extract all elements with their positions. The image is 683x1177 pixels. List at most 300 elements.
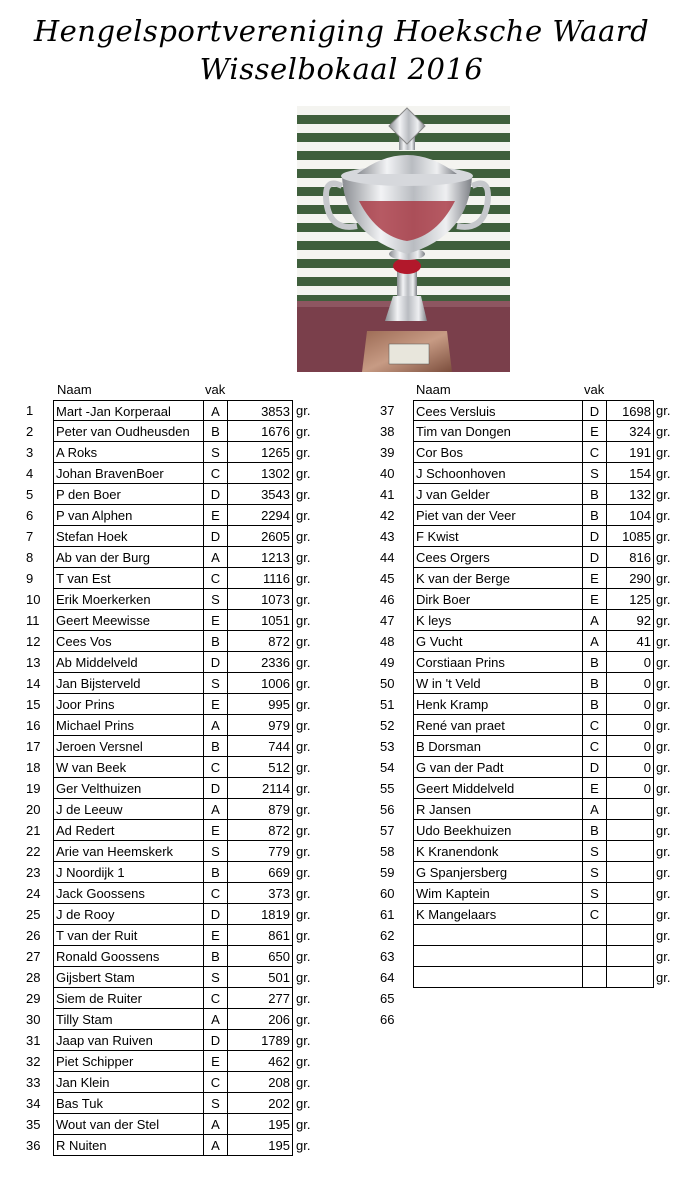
section-letter: C xyxy=(203,883,228,904)
unit-label: gr. xyxy=(296,1096,311,1111)
row-number: 17 xyxy=(26,739,41,754)
weight-value: 979 xyxy=(227,715,293,736)
participant-name: W van Beek xyxy=(53,757,204,778)
unit-label: gr. xyxy=(296,991,311,1006)
row-number: 49 xyxy=(380,655,395,670)
row-number: 7 xyxy=(26,529,34,544)
unit-label: gr. xyxy=(656,718,671,733)
section-letter: B xyxy=(203,736,228,757)
row-number: 30 xyxy=(26,1012,41,1027)
participant-name: Piet Schipper xyxy=(53,1051,204,1072)
participant-name: Tilly Stam xyxy=(53,1009,204,1030)
weight-value: 744 xyxy=(227,736,293,757)
row-number: 23 xyxy=(26,865,41,880)
weight-value: 208 xyxy=(227,1072,293,1093)
section-letter: A xyxy=(582,631,607,652)
participant-name: T van Est xyxy=(53,568,204,589)
weight-value: 2336 xyxy=(227,652,293,673)
unit-label: gr. xyxy=(656,529,671,544)
unit-label: gr. xyxy=(296,928,311,943)
row-number: 52 xyxy=(380,718,395,733)
weight-value xyxy=(606,904,654,925)
row-number: 47 xyxy=(380,613,395,628)
section-letter: E xyxy=(203,925,228,946)
row-number: 3 xyxy=(26,445,34,460)
section-letter: B xyxy=(203,946,228,967)
section-letter: B xyxy=(582,820,607,841)
section-letter: A xyxy=(582,610,607,631)
participant-name: Geert Meewisse xyxy=(53,610,204,631)
row-number: 10 xyxy=(26,592,41,607)
weight-value: 1085 xyxy=(606,526,654,547)
unit-label: gr. xyxy=(296,760,311,775)
weight-value: 92 xyxy=(606,610,654,631)
section-letter: D xyxy=(582,400,607,421)
unit-label: gr. xyxy=(656,676,671,691)
weight-value: 1073 xyxy=(227,589,293,610)
weight-value: 290 xyxy=(606,568,654,589)
weight-value: 3543 xyxy=(227,484,293,505)
row-number: 26 xyxy=(26,928,41,943)
row-number: 39 xyxy=(380,445,395,460)
section-letter: E xyxy=(582,568,607,589)
section-letter: C xyxy=(203,568,228,589)
participant-name: Henk Kramp xyxy=(413,694,583,715)
weight-value: 861 xyxy=(227,925,293,946)
participant-name: Siem de Ruiter xyxy=(53,988,204,1009)
section-letter: B xyxy=(582,673,607,694)
unit-label: gr. xyxy=(296,487,311,502)
participant-name: Cor Bos xyxy=(413,442,583,463)
unit-label: gr. xyxy=(656,424,671,439)
row-number: 58 xyxy=(380,844,395,859)
row-number: 35 xyxy=(26,1117,41,1132)
participant-name: F Kwist xyxy=(413,526,583,547)
weight-value: 779 xyxy=(227,841,293,862)
section-letter: E xyxy=(203,820,228,841)
weight-value: 125 xyxy=(606,589,654,610)
row-number: 31 xyxy=(26,1033,41,1048)
weight-value: 462 xyxy=(227,1051,293,1072)
section-letter: B xyxy=(582,652,607,673)
unit-label: gr. xyxy=(296,1054,311,1069)
weight-value: 202 xyxy=(227,1093,293,1114)
section-letter xyxy=(582,967,607,988)
section-letter: B xyxy=(582,484,607,505)
participant-name: René van praet xyxy=(413,715,583,736)
section-letter xyxy=(582,925,607,946)
participant-name: K leys xyxy=(413,610,583,631)
participant-name: K Kranendonk xyxy=(413,841,583,862)
weight-value: 669 xyxy=(227,862,293,883)
section-letter: E xyxy=(203,610,228,631)
weight-value: 277 xyxy=(227,988,293,1009)
participant-name: Mart -Jan Korperaal xyxy=(53,400,204,421)
weight-value: 872 xyxy=(227,820,293,841)
section-letter: C xyxy=(582,904,607,925)
unit-label: gr. xyxy=(296,739,311,754)
section-letter: E xyxy=(582,589,607,610)
weight-value: 104 xyxy=(606,505,654,526)
participant-name: Ab van der Burg xyxy=(53,547,204,568)
section-letter: D xyxy=(203,778,228,799)
row-number: 27 xyxy=(26,949,41,964)
weight-value: 2114 xyxy=(227,778,293,799)
participant-name: Joor Prins xyxy=(53,694,204,715)
weight-value: 995 xyxy=(227,694,293,715)
unit-label: gr. xyxy=(656,697,671,712)
row-number: 34 xyxy=(26,1096,41,1111)
participant-name: Jeroen Versnel xyxy=(53,736,204,757)
row-number: 6 xyxy=(26,508,34,523)
section-letter: D xyxy=(203,484,228,505)
unit-label: gr. xyxy=(656,571,671,586)
row-number: 11 xyxy=(26,613,40,628)
unit-label: gr. xyxy=(296,508,311,523)
unit-label: gr. xyxy=(656,844,671,859)
weight-value: 1213 xyxy=(227,547,293,568)
weight-value: 512 xyxy=(227,757,293,778)
participant-name xyxy=(413,925,583,946)
participant-name: Jaap van Ruiven xyxy=(53,1030,204,1051)
participant-name: Dirk Boer xyxy=(413,589,583,610)
unit-label: gr. xyxy=(656,781,671,796)
participant-name: Cees Vos xyxy=(53,631,204,652)
unit-label: gr. xyxy=(296,529,311,544)
unit-label: gr. xyxy=(296,676,311,691)
section-letter: D xyxy=(203,1030,228,1051)
participant-name: J de Leeuw xyxy=(53,799,204,820)
section-letter: S xyxy=(582,883,607,904)
weight-value: 816 xyxy=(606,547,654,568)
section-letter: B xyxy=(203,421,228,442)
section-letter: A xyxy=(203,1009,228,1030)
row-number: 13 xyxy=(26,655,41,670)
unit-label: gr. xyxy=(296,571,311,586)
participant-name: P den Boer xyxy=(53,484,204,505)
row-number: 16 xyxy=(26,718,41,733)
row-number: 21 xyxy=(26,823,41,838)
row-number: 46 xyxy=(380,592,395,607)
row-number: 1 xyxy=(26,403,34,418)
unit-label: gr. xyxy=(296,1117,311,1132)
unit-label: gr. xyxy=(296,613,311,628)
participant-name: Ab Middelveld xyxy=(53,652,204,673)
row-number: 2 xyxy=(26,424,34,439)
weight-value: 373 xyxy=(227,883,293,904)
unit-label: gr. xyxy=(656,760,671,775)
weight-value xyxy=(606,883,654,904)
section-letter: A xyxy=(203,400,228,421)
row-number: 43 xyxy=(380,529,395,544)
participant-name: W in 't Veld xyxy=(413,673,583,694)
weight-value: 154 xyxy=(606,463,654,484)
participant-name: Jack Goossens xyxy=(53,883,204,904)
unit-label: gr. xyxy=(656,886,671,901)
weight-value: 1051 xyxy=(227,610,293,631)
row-number: 14 xyxy=(26,676,41,691)
participant-name: Bas Tuk xyxy=(53,1093,204,1114)
row-number: 25 xyxy=(26,907,41,922)
participant-name: J van Gelder xyxy=(413,484,583,505)
row-number: 55 xyxy=(380,781,395,796)
row-number: 4 xyxy=(26,466,34,481)
unit-label: gr. xyxy=(296,718,311,733)
weight-value: 1789 xyxy=(227,1030,293,1051)
unit-label: gr. xyxy=(656,949,671,964)
row-number: 29 xyxy=(26,991,41,1006)
weight-value xyxy=(606,820,654,841)
unit-label: gr. xyxy=(296,550,311,565)
unit-label: gr. xyxy=(656,823,671,838)
participant-name: Gijsbert Stam xyxy=(53,967,204,988)
unit-label: gr. xyxy=(296,1075,311,1090)
unit-label: gr. xyxy=(296,634,311,649)
weight-value: 191 xyxy=(606,442,654,463)
row-number: 60 xyxy=(380,886,395,901)
section-letter: S xyxy=(203,967,228,988)
unit-label: gr. xyxy=(656,613,671,628)
section-letter: C xyxy=(582,442,607,463)
weight-value: 195 xyxy=(227,1114,293,1135)
unit-label: gr. xyxy=(656,487,671,502)
section-letter: C xyxy=(203,1072,228,1093)
weight-value: 0 xyxy=(606,673,654,694)
participant-name: Johan BravenBoer xyxy=(53,463,204,484)
section-letter: B xyxy=(203,862,228,883)
unit-label: gr. xyxy=(656,739,671,754)
unit-label: gr. xyxy=(296,466,311,481)
participant-name: Piet van der Veer xyxy=(413,505,583,526)
row-number: 20 xyxy=(26,802,41,817)
section-letter: S xyxy=(582,841,607,862)
unit-label: gr. xyxy=(656,466,671,481)
section-letter: C xyxy=(203,757,228,778)
participant-name: Peter van Oudheusden xyxy=(53,421,204,442)
participant-name: Jan Klein xyxy=(53,1072,204,1093)
participant-name: B Dorsman xyxy=(413,736,583,757)
right-col-header-naam: Naam xyxy=(416,382,451,397)
unit-label: gr. xyxy=(296,865,311,880)
weight-value: 650 xyxy=(227,946,293,967)
section-letter: D xyxy=(203,526,228,547)
participant-name: Udo Beekhuizen xyxy=(413,820,583,841)
weight-value: 1819 xyxy=(227,904,293,925)
weight-value: 324 xyxy=(606,421,654,442)
weight-value: 1265 xyxy=(227,442,293,463)
participant-name: Wim Kaptein xyxy=(413,883,583,904)
weight-value: 1302 xyxy=(227,463,293,484)
participant-name: A Roks xyxy=(53,442,204,463)
section-letter: B xyxy=(582,694,607,715)
row-number: 12 xyxy=(26,634,41,649)
row-number: 33 xyxy=(26,1075,41,1090)
row-number: 37 xyxy=(380,403,395,418)
weight-value: 0 xyxy=(606,757,654,778)
right-col-header-vak: vak xyxy=(584,382,605,397)
participant-name: Wout van der Stel xyxy=(53,1114,204,1135)
weight-value: 41 xyxy=(606,631,654,652)
section-letter: D xyxy=(582,547,607,568)
weight-value: 2294 xyxy=(227,505,293,526)
weight-value: 195 xyxy=(227,1135,293,1156)
participant-name: Corstiaan Prins xyxy=(413,652,583,673)
row-number: 38 xyxy=(380,424,395,439)
section-letter: S xyxy=(582,862,607,883)
participant-name: K Mangelaars xyxy=(413,904,583,925)
section-letter: E xyxy=(582,778,607,799)
participant-name: Tim van Dongen xyxy=(413,421,583,442)
section-letter: A xyxy=(203,715,228,736)
weight-value: 2605 xyxy=(227,526,293,547)
section-letter: A xyxy=(203,1135,228,1156)
row-number: 51 xyxy=(380,697,395,712)
section-letter: B xyxy=(582,505,607,526)
section-letter: A xyxy=(203,547,228,568)
row-number: 53 xyxy=(380,739,395,754)
row-number: 45 xyxy=(380,571,395,586)
unit-label: gr. xyxy=(656,550,671,565)
unit-label: gr. xyxy=(656,970,671,985)
section-letter: E xyxy=(203,505,228,526)
unit-label: gr. xyxy=(656,928,671,943)
section-letter: A xyxy=(203,799,228,820)
row-number: 57 xyxy=(380,823,395,838)
participant-name: J Schoonhoven xyxy=(413,463,583,484)
participant-name: G van der Padt xyxy=(413,757,583,778)
participant-name: T van der Ruit xyxy=(53,925,204,946)
row-number: 66 xyxy=(380,1012,395,1027)
unit-label: gr. xyxy=(656,403,671,418)
section-letter: D xyxy=(203,904,228,925)
participant-name: Stefan Hoek xyxy=(53,526,204,547)
row-number: 41 xyxy=(380,487,395,502)
weight-value xyxy=(606,946,654,967)
unit-label: gr. xyxy=(656,508,671,523)
left-col-header-vak: vak xyxy=(205,382,226,397)
unit-label: gr. xyxy=(296,844,311,859)
section-letter: C xyxy=(582,736,607,757)
row-number: 15 xyxy=(26,697,41,712)
section-letter xyxy=(582,946,607,967)
section-letter: C xyxy=(203,988,228,1009)
document-subtitle: Wisselbokaal 2016 xyxy=(199,52,484,86)
participant-name: Erik Moerkerken xyxy=(53,589,204,610)
row-number: 56 xyxy=(380,802,395,817)
unit-label: gr. xyxy=(296,424,311,439)
participant-name: Michael Prins xyxy=(53,715,204,736)
unit-label: gr. xyxy=(296,655,311,670)
row-number: 48 xyxy=(380,634,395,649)
participant-name: Jan Bijsterveld xyxy=(53,673,204,694)
unit-label: gr. xyxy=(296,697,311,712)
weight-value: 879 xyxy=(227,799,293,820)
unit-label: gr. xyxy=(296,445,311,460)
row-number: 42 xyxy=(380,508,395,523)
weight-value: 132 xyxy=(606,484,654,505)
participant-name: P van Alphen xyxy=(53,505,204,526)
row-number: 22 xyxy=(26,844,41,859)
unit-label: gr. xyxy=(296,781,311,796)
row-number: 54 xyxy=(380,760,395,775)
participant-name: G Vucht xyxy=(413,631,583,652)
unit-label: gr. xyxy=(656,802,671,817)
weight-value: 0 xyxy=(606,778,654,799)
row-number: 61 xyxy=(380,907,395,922)
section-letter: D xyxy=(582,757,607,778)
participant-name: Arie van Heemskerk xyxy=(53,841,204,862)
row-number: 36 xyxy=(26,1138,41,1153)
section-letter: C xyxy=(203,463,228,484)
row-number: 64 xyxy=(380,970,395,985)
unit-label: gr. xyxy=(296,907,311,922)
participant-name: Geert Middelveld xyxy=(413,778,583,799)
weight-value: 0 xyxy=(606,652,654,673)
section-letter: E xyxy=(203,1051,228,1072)
weight-value: 206 xyxy=(227,1009,293,1030)
section-letter: S xyxy=(203,673,228,694)
unit-label: gr. xyxy=(656,655,671,670)
section-letter: S xyxy=(203,1093,228,1114)
row-number: 65 xyxy=(380,991,395,1006)
row-number: 9 xyxy=(26,571,34,586)
weight-value: 1676 xyxy=(227,421,293,442)
weight-value xyxy=(606,841,654,862)
unit-label: gr. xyxy=(296,802,311,817)
unit-label: gr. xyxy=(296,970,311,985)
section-letter: S xyxy=(203,442,228,463)
participant-name: J de Rooy xyxy=(53,904,204,925)
section-letter: S xyxy=(582,463,607,484)
row-number: 19 xyxy=(26,781,41,796)
row-number: 63 xyxy=(380,949,395,964)
participant-name: Ronald Goossens xyxy=(53,946,204,967)
section-letter: S xyxy=(203,589,228,610)
unit-label: gr. xyxy=(656,634,671,649)
weight-value: 0 xyxy=(606,715,654,736)
row-number: 32 xyxy=(26,1054,41,1069)
participant-name: G Spanjersberg xyxy=(413,862,583,883)
section-letter: S xyxy=(203,841,228,862)
row-number: 28 xyxy=(26,970,41,985)
row-number: 62 xyxy=(380,928,395,943)
document-title: Hengelsportvereniging Hoeksche Waard xyxy=(33,14,650,48)
row-number: 59 xyxy=(380,865,395,880)
participant-name: Ger Velthuizen xyxy=(53,778,204,799)
section-letter: C xyxy=(582,715,607,736)
participant-name: K van der Berge xyxy=(413,568,583,589)
participant-name: R Jansen xyxy=(413,799,583,820)
unit-label: gr. xyxy=(656,445,671,460)
unit-label: gr. xyxy=(656,865,671,880)
section-letter: A xyxy=(203,1114,228,1135)
section-letter: E xyxy=(203,694,228,715)
participant-name xyxy=(413,946,583,967)
participant-name: Ad Redert xyxy=(53,820,204,841)
left-col-header-naam: Naam xyxy=(57,382,92,397)
row-number: 8 xyxy=(26,550,34,565)
section-letter: E xyxy=(582,421,607,442)
weight-value xyxy=(606,925,654,946)
weight-value: 1116 xyxy=(227,568,293,589)
row-number: 24 xyxy=(26,886,41,901)
weight-value: 1698 xyxy=(606,400,654,421)
unit-label: gr. xyxy=(296,886,311,901)
unit-label: gr. xyxy=(296,1033,311,1048)
row-number: 5 xyxy=(26,487,34,502)
section-letter: A xyxy=(582,799,607,820)
unit-label: gr. xyxy=(296,403,311,418)
